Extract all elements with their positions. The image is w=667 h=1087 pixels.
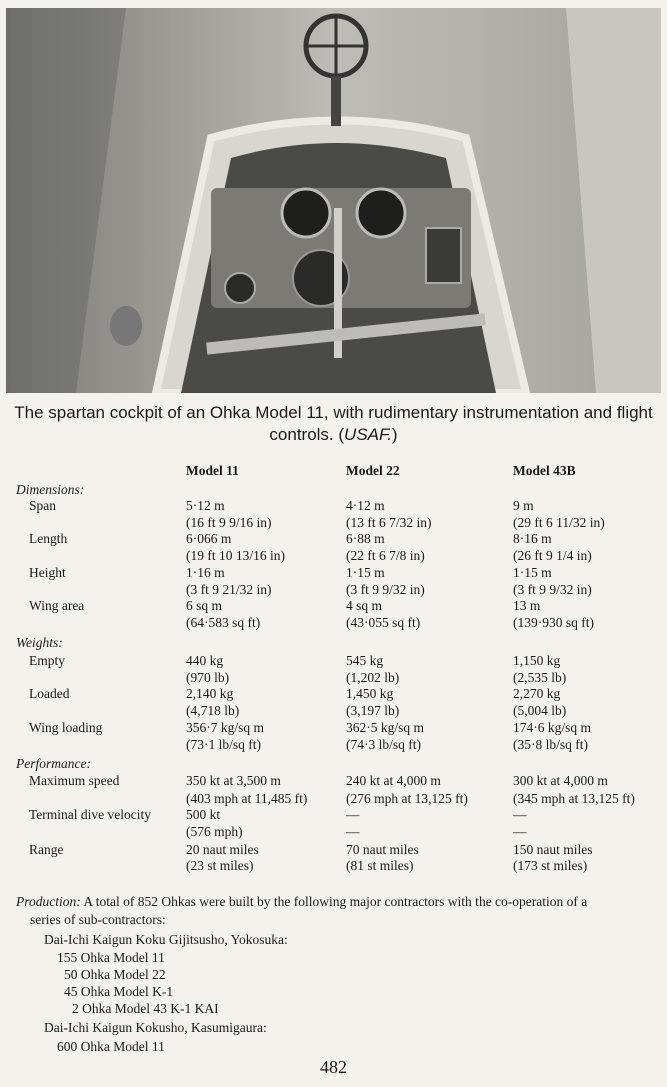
- item-qty: 45: [64, 984, 78, 999]
- cell: (2,535 lb): [513, 670, 567, 685]
- cell: (26 ft 9 1/4 in): [513, 548, 592, 563]
- cell: 362·5 kg/sq m: [346, 720, 425, 735]
- cell: (23 st miles): [186, 858, 254, 873]
- cell: 1·16 m: [186, 565, 225, 580]
- cell: 13 m: [513, 598, 541, 613]
- cell: (3 ft 9 9/32 in): [513, 582, 592, 597]
- cell: (43·055 sq ft): [346, 615, 421, 630]
- cell: 2,270 kg: [513, 686, 561, 701]
- cell: (73·1 lb/sq ft): [186, 737, 261, 752]
- item-model: Ohka Model 11: [80, 950, 165, 965]
- cell: (74·3 lb/sq ft): [346, 737, 421, 752]
- cell: (576 mph): [186, 824, 243, 839]
- cockpit-photo: [6, 8, 661, 393]
- table-row: [0, 806, 667, 823]
- cell: (403 mph at 11,485 ft): [186, 791, 308, 806]
- caption-text: The spartan cockpit of an Ohka Model 11, with rudimentary instrumentation and flight controls. (: [14, 403, 653, 444]
- table-row: [0, 823, 667, 840]
- cell: (276 mph at 13,125 ft): [346, 791, 468, 806]
- table-row: [0, 497, 667, 514]
- cell: (173 st miles): [513, 858, 588, 873]
- item-qty: 155: [57, 950, 78, 965]
- item-model: Ohka Model 43 K-1 KAI: [82, 1001, 219, 1016]
- cell: 356·7 kg/sq m: [186, 720, 265, 735]
- cell: 350 kt at 3,500 m: [186, 773, 281, 788]
- cell: 1,450 kg: [346, 686, 394, 701]
- table-row: [0, 547, 667, 564]
- photo-caption: [12, 402, 655, 446]
- row-label: Range: [29, 842, 64, 857]
- row-label: Loaded: [29, 686, 70, 701]
- cell: —: [346, 824, 360, 839]
- production-paragraph: [16, 893, 656, 929]
- table-row: [0, 564, 667, 581]
- cell: 240 kt at 4,000 m: [346, 773, 441, 788]
- column-header-model-22: Model 22: [346, 463, 400, 478]
- row-label: Terminal dive velocity: [29, 807, 152, 822]
- table-row: [0, 702, 667, 719]
- cell: —: [346, 807, 360, 822]
- table-row: [0, 669, 667, 686]
- cell: 6·88 m: [346, 531, 385, 546]
- cell: (139·930 sq ft): [513, 615, 594, 630]
- cell: (29 ft 6 11/32 in): [513, 515, 605, 530]
- table-row: [0, 841, 667, 858]
- cell: (13 ft 6 7/32 in): [346, 515, 432, 530]
- cell: 2,140 kg: [186, 686, 234, 701]
- cell: (1,202 lb): [346, 670, 400, 685]
- list-item: [64, 967, 166, 983]
- cell: (19 ft 10 13/16 in): [186, 548, 285, 563]
- table-row: [0, 857, 667, 874]
- cell: (64·583 sq ft): [186, 615, 261, 630]
- table-row: [0, 790, 667, 807]
- cell: (3 ft 9 21/32 in): [186, 582, 272, 597]
- cell: (81 st miles): [346, 858, 414, 873]
- production-label: Production:: [16, 894, 81, 909]
- production-text-line-2: series of sub-contractors:: [30, 912, 166, 927]
- cell: 4 sq m: [346, 598, 383, 613]
- cell: 440 kg: [186, 653, 224, 668]
- section-heading-row: [0, 481, 667, 498]
- cell: (3,197 lb): [346, 703, 400, 718]
- cell: (345 mph at 13,125 ft): [513, 791, 635, 806]
- cell: (22 ft 6 7/8 in): [346, 548, 425, 563]
- item-qty: 600: [57, 1039, 78, 1054]
- cell: 500 kt: [186, 807, 221, 822]
- cell: (16 ft 9 9/16 in): [186, 515, 272, 530]
- item-qty: 2: [72, 1001, 79, 1016]
- item-model: Ohka Model 11: [80, 1039, 165, 1054]
- list-item: [72, 1001, 219, 1017]
- cell: 150 naut miles: [513, 842, 593, 857]
- table-row: [0, 772, 667, 789]
- cell: 6 sq m: [186, 598, 223, 613]
- list-item: [64, 984, 173, 1000]
- production-text-line-1: A total of 852 Ohkas were built by the following major contractors with the co-operation of a: [83, 894, 588, 909]
- table-row: [0, 597, 667, 614]
- caption-end: ): [391, 425, 398, 444]
- page-number: 482: [320, 1057, 347, 1077]
- section-heading-row: [0, 634, 667, 651]
- cell: 20 naut miles: [186, 842, 259, 857]
- row-label: Span: [29, 498, 56, 513]
- row-label: Maximum speed: [29, 773, 120, 788]
- item-qty: 50: [64, 967, 78, 982]
- table-row: [0, 685, 667, 702]
- caption-credit: USAF.: [344, 425, 392, 444]
- cell: 4·12 m: [346, 498, 385, 513]
- row-label: Wing loading: [29, 720, 103, 735]
- cell: 6·066 m: [186, 531, 232, 546]
- cell: (4,718 lb): [186, 703, 240, 718]
- item-model: Ohka Model 22: [80, 967, 166, 982]
- section-heading-row: [0, 755, 667, 772]
- table-row: [0, 652, 667, 669]
- list-item: [57, 1039, 165, 1055]
- cell: 70 naut miles: [346, 842, 419, 857]
- contractor-name: Dai-Ichi Kaigun Kokusho, Kasumigaura:: [44, 1020, 267, 1035]
- cell: 9 m: [513, 498, 534, 513]
- row-label: Length: [29, 531, 68, 546]
- list-item: [57, 950, 165, 966]
- cell: 545 kg: [346, 653, 384, 668]
- contractor-name: Dai-Ichi Kaigun Koku Gijitsusho, Yokosuka:: [44, 932, 288, 947]
- column-header-model-43b: Model 43B: [513, 463, 576, 478]
- item-model: Ohka Model K-1: [80, 984, 174, 999]
- cell: (35·8 lb/sq ft): [513, 737, 588, 752]
- cell: 300 kt at 4,000 m: [513, 773, 608, 788]
- cell: (3 ft 9 9/32 in): [346, 582, 425, 597]
- row-label: Height: [29, 565, 66, 580]
- table-row: [0, 581, 667, 598]
- cell: 1·15 m: [346, 565, 385, 580]
- cell: (970 lb): [186, 670, 230, 685]
- table-row: [0, 719, 667, 736]
- cell: 8·16 m: [513, 531, 552, 546]
- cell: 174·6 kg/sq m: [513, 720, 592, 735]
- table-row: [0, 736, 667, 753]
- cell: 1·15 m: [513, 565, 552, 580]
- row-label: Wing area: [29, 598, 85, 613]
- cell: (5,004 lb): [513, 703, 567, 718]
- section-heading: Dimensions:: [16, 482, 85, 497]
- table-row: [0, 614, 667, 631]
- table-row: [0, 530, 667, 547]
- cell: 5·12 m: [186, 498, 225, 513]
- section-heading: Weights:: [16, 635, 63, 650]
- table-row: [0, 514, 667, 531]
- cell: 1,150 kg: [513, 653, 561, 668]
- cell: —: [513, 824, 527, 839]
- section-heading: Performance:: [16, 756, 91, 771]
- table-header-row: [0, 462, 667, 479]
- row-label: Empty: [29, 653, 65, 668]
- column-header-model-11: Model 11: [186, 463, 239, 478]
- cell: —: [513, 807, 527, 822]
